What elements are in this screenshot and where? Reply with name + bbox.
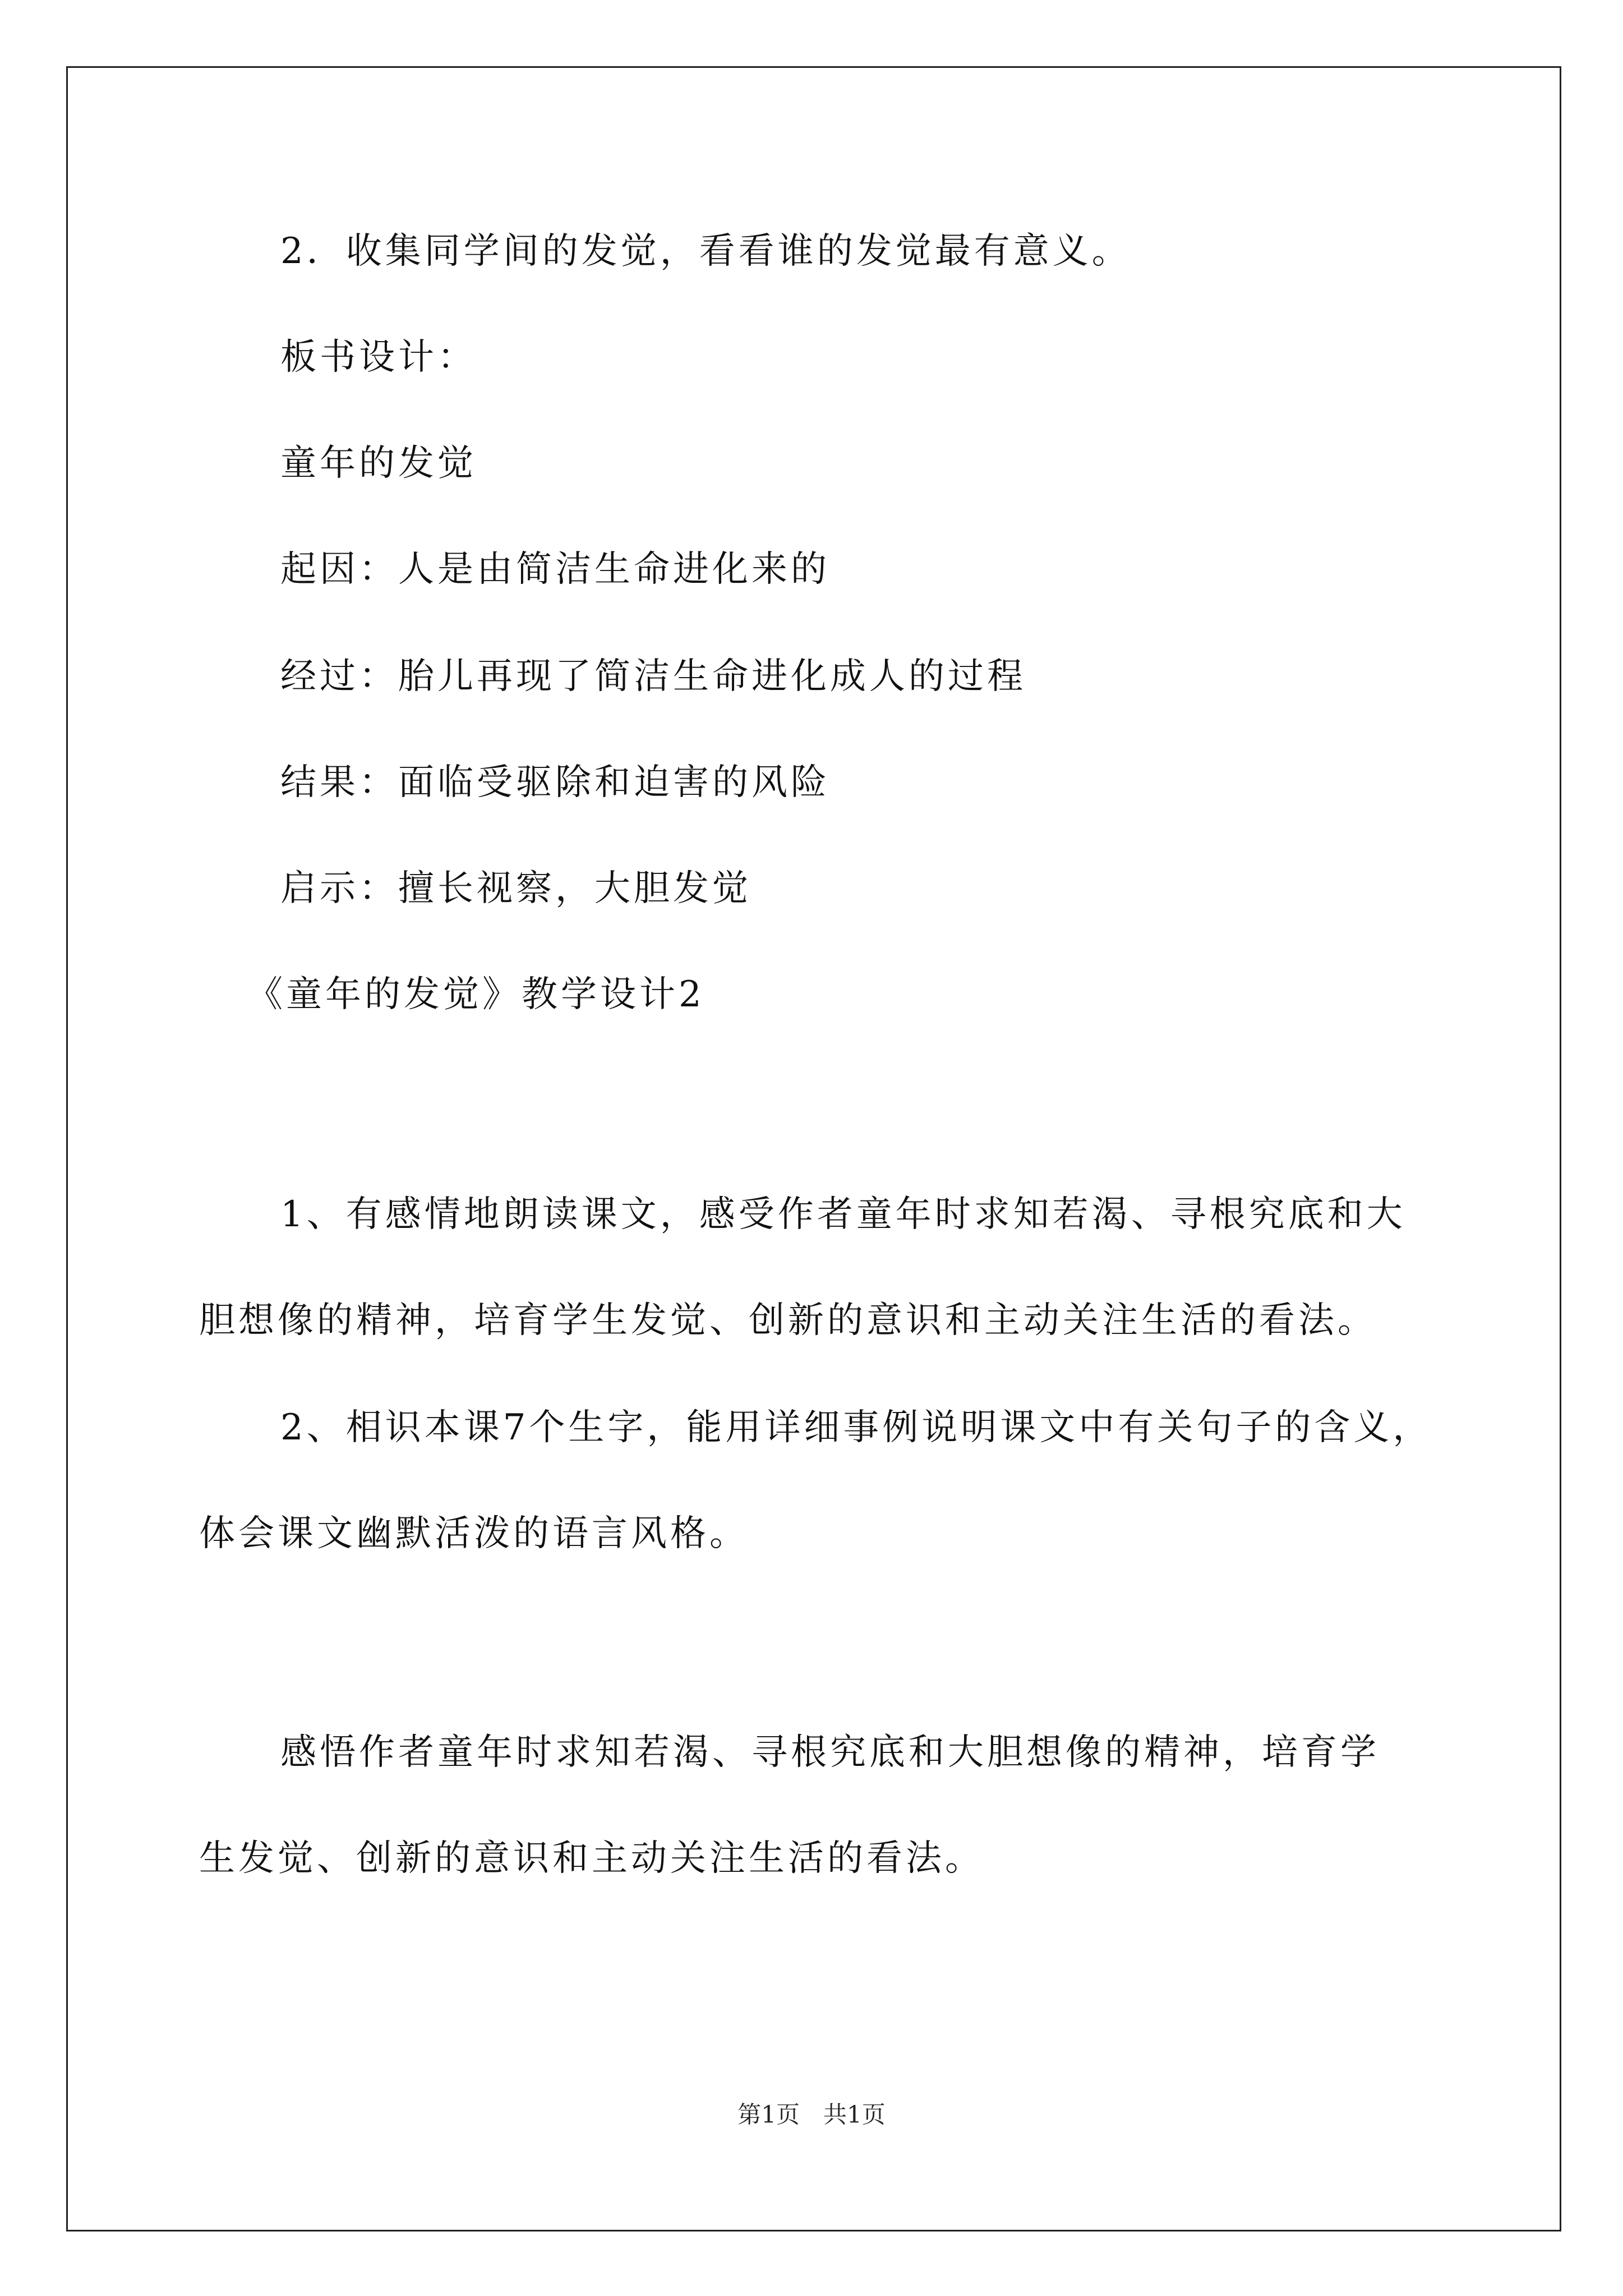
text-line-process: 经过：胎儿再现了简洁生命进化成人的过程 (280, 656, 1026, 697)
text-line-collect: 2．收集同学间的发觉，看看谁的发觉最有意义。 (280, 231, 1131, 272)
text-line-result: 结果：面临受驱除和迫害的风险 (280, 762, 830, 803)
paragraph-3-line-1: 感悟作者童年时求知若渴、寻根究底和大胆想像的精神，培育学 (280, 1732, 1380, 1773)
paragraph-3-line-2: 生发觉、创新的意识和主动关注生活的看法。 (199, 1838, 984, 1879)
text-line-board-design: 板书设计： (280, 337, 477, 378)
paragraph-2-line-1: 2、相识本课7个生字，能用详细事例说明课文中有关句子的含义， (280, 1407, 1432, 1448)
text-line-cause: 起因：人是由简洁生命进化来的 (280, 549, 830, 590)
page-footer: 第1页 共1页 (737, 2101, 886, 2128)
page-border (66, 66, 1561, 2231)
text-line-heading: 童年的发觉 (280, 443, 477, 484)
text-line-insight: 启示：擅长视察，大胆发觉 (280, 868, 751, 909)
section-title: 《童年的发觉》教学设计2 (247, 974, 705, 1015)
paragraph-2-line-2: 体会课文幽默活泼的语言风格。 (199, 1513, 749, 1554)
paragraph-1-line-1: 1、有感情地朗读课文，感受作者童年时求知若渴、寻根究底和大 (280, 1194, 1406, 1235)
paragraph-1-line-2: 胆想像的精神，培育学生发觉、创新的意识和主动关注生活的看法。 (199, 1300, 1377, 1341)
